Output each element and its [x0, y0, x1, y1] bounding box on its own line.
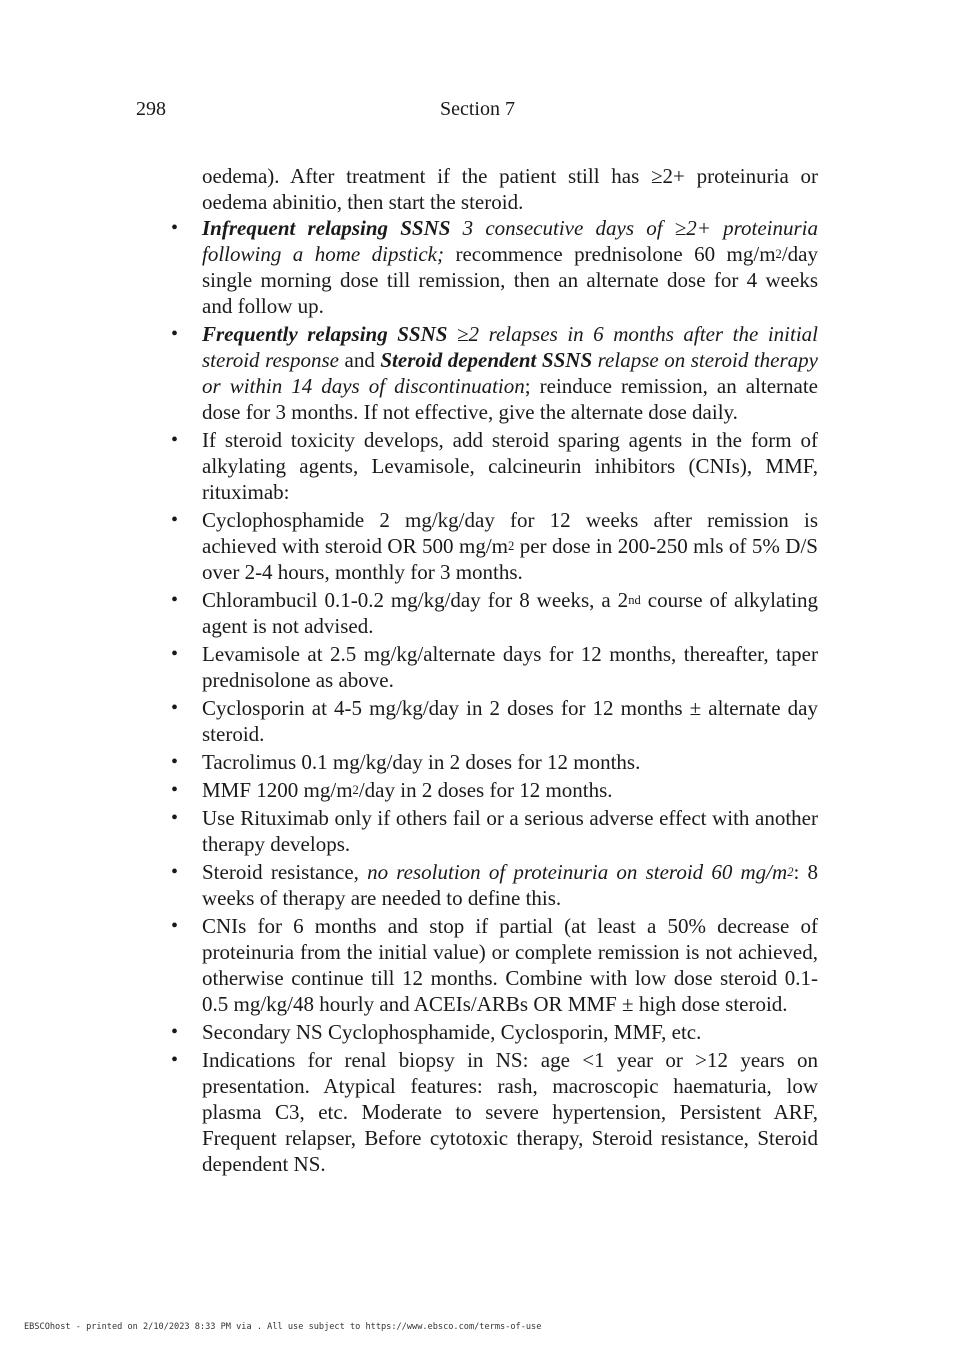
- item-text: Cyclophosphamide 2 mg/kg/day for 12 weeks after remission is achieved with steroid OR 500 mg/m: [202, 508, 818, 558]
- list-item-secondary-ns: • Secondary NS Cyclophosphamide, Cyclosporin, MMF, etc.: [202, 1019, 818, 1045]
- item-text: : 8 weeks of therapy are needed to define this.: [202, 860, 819, 910]
- superscript: 2: [508, 538, 515, 553]
- page-number: 298: [136, 98, 166, 120]
- item-text: recommence prednisolone 60 mg/m: [444, 242, 776, 266]
- superscript: nd: [628, 592, 641, 607]
- item-text: Chlorambucil 0.1-0.2 mg/kg/day for 8 weeks, a 2: [202, 588, 629, 612]
- list-item-steroid-resistance: [202, 859, 818, 911]
- term-infrequent-relapsing: Infrequent relapsing SSNS: [202, 216, 451, 240]
- superscript: 2: [352, 782, 359, 797]
- item-text: Steroid resistance,: [202, 860, 368, 884]
- running-head: Section 7: [440, 98, 515, 120]
- item-text: course of alkylating agent is not advised.: [202, 588, 818, 638]
- list-item-levamisole: • Levamisole at 2.5 mg/kg/alternate days for 12 months, thereafter, taper prednisolone as above.: [202, 641, 818, 693]
- list-item-renal-biopsy: • Indications for renal biopsy in NS: age <1 year or >12 years on presentation. Atypical features: rash, macroscopic haematuria, low plasma C3, etc. Moderate to severe hypertension, Persistent ARF, Frequent relapser, Before cytotoxic therapy, Steroid resistance, Steroid dependent NS.: [202, 1047, 818, 1177]
- item-text: /day in 2 doses for 12 months.: [358, 778, 613, 802]
- list-item-tacrolimus: • Tacrolimus 0.1 mg/kg/day in 2 doses for 12 months.: [202, 749, 818, 775]
- superscript: 2: [787, 864, 794, 879]
- definition: ≥2 relapses in 6 months after the initial steroid response: [202, 322, 818, 372]
- list-item-cyclosporin: • Cyclosporin at 4-5 mg/kg/day in 2 doses for 12 months ± alternate day steroid.: [202, 695, 818, 747]
- list-item-cyclophosphamide: [202, 507, 818, 585]
- list-item-rituximab: • Use Rituximab only if others fail or a serious adverse effect with another therapy develops.: [202, 805, 818, 857]
- list-item-mmf: [202, 777, 818, 803]
- superscript: 2: [775, 246, 782, 261]
- list-item-cnis: • CNIs for 6 months and stop if partial (at least a 50% decrease of proteinuria from the initial value) or complete remission is not achieved, otherwise continue till 12 months. Combine with low dose steroid 0.1-0.5 mg/kg/48 hourly and ACEIs/ARBs OR MMF ± high dose steroid.: [202, 913, 818, 1017]
- term-frequently-relapsing: Frequently relapsing SSNS: [202, 322, 448, 346]
- definition: relapse on steroid therapy or within 14 days of discontinuation: [202, 348, 818, 398]
- item-text: ; reinduce remission, an alternate dose for 3 months. If not effective, give the alternate dose daily.: [202, 374, 818, 424]
- item-text: /day single morning dose till remission, then an alternate dose for 4 weeks and follow up.: [202, 242, 818, 318]
- continued-paragraph: oedema). After treatment if the patient still has ≥2+ proteinuria or oedema abinitio, then start the steroid.: [202, 164, 818, 214]
- term-steroid-dependent: Steroid dependent SSNS: [380, 348, 593, 372]
- footer-notice: EBSCOhost - printed on 2/10/2023 8:33 PM via . All use subject to https://www.ebsco.com/terms-of-use: [24, 1322, 542, 1332]
- list-item-steroid-toxicity: • If steroid toxicity develops, add steroid sparing agents in the form of alkylating agents, Levamisole, calcineurin inhibitors (CNIs), MMF, rituximab:: [202, 427, 818, 505]
- item-text: MMF 1200 mg/m: [202, 778, 353, 802]
- item-text: per dose in 200-250 mls of 5% D/S over 2-4 hours, monthly for 3 months.: [202, 534, 818, 584]
- definition: no resolution of proteinuria on steroid 60 mg/m: [367, 860, 788, 884]
- list-item-infrequent-relapsing: [202, 215, 818, 319]
- bullet-list: [202, 215, 818, 1177]
- list-item-chlorambucil: [202, 587, 818, 639]
- body-text: [202, 163, 818, 1179]
- item-text: and: [338, 348, 381, 372]
- list-item-frequently-relapsing: [202, 321, 818, 425]
- definition: 3 consecutive days of ≥2+ proteinuria following a home dipstick;: [202, 216, 818, 266]
